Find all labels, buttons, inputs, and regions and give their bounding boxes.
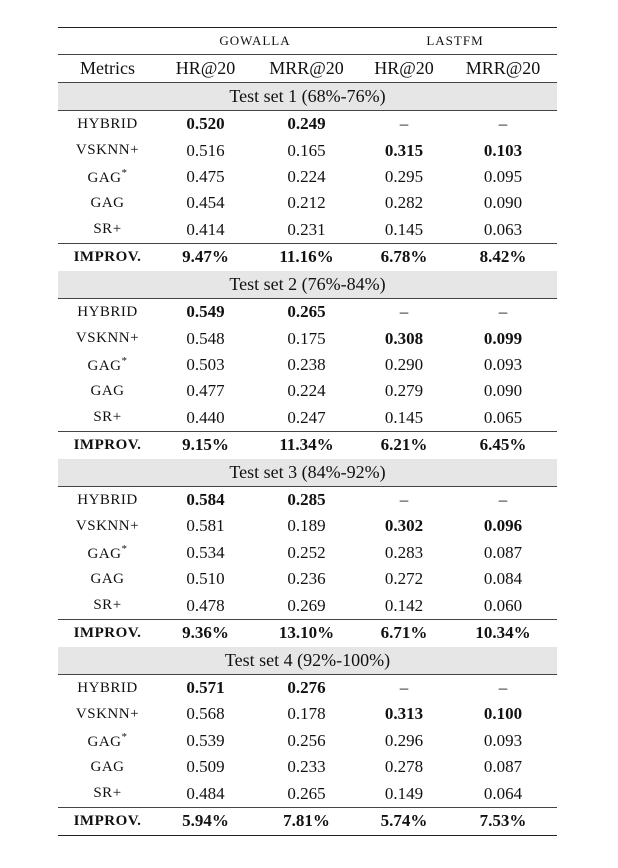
method-label: SR+	[93, 785, 122, 802]
method-name	[58, 383, 157, 400]
method-label: VSKNN+	[75, 517, 140, 534]
dataset-gowalla: GOWALLA	[219, 33, 291, 48]
table-row	[58, 780, 557, 806]
table-row	[58, 675, 557, 701]
value-cell: 0.454	[186, 193, 225, 213]
value-cell: –	[399, 114, 409, 134]
value-cell: 0.272	[384, 569, 424, 589]
improv-value: 6.21%	[380, 435, 428, 455]
method-label: GAG	[90, 194, 125, 211]
value-cell: –	[399, 490, 409, 510]
value-cell: 0.145	[384, 219, 424, 239]
method-label: VSKNN+	[75, 330, 140, 347]
value-cell: 0.175	[287, 328, 326, 348]
value-cell: 0.478	[186, 595, 225, 615]
value-cell: 0.265	[287, 302, 326, 322]
value-cell: 0.212	[287, 193, 326, 213]
table-row	[58, 164, 557, 190]
value-cell: 0.149	[384, 783, 424, 803]
improv-value: 9.15%	[182, 435, 229, 455]
method-name	[58, 304, 157, 321]
value-cell: 0.233	[287, 757, 326, 777]
value-cell: 0.475	[186, 166, 225, 186]
value-cell: 0.090	[483, 381, 523, 401]
value-cell: 0.252	[287, 542, 326, 562]
method-label: GAG	[87, 545, 122, 562]
value-cell: 0.282	[384, 193, 424, 213]
value-cell: 0.103	[483, 140, 523, 160]
table-row	[58, 352, 557, 378]
improv-value: 7.81%	[283, 811, 330, 831]
col-gowalla-hr: HR@20	[175, 58, 236, 78]
table-row	[58, 566, 557, 592]
value-cell: –	[498, 302, 508, 322]
method-star-mark: *	[121, 542, 128, 555]
value-cell: 0.440	[186, 407, 225, 427]
col-gowalla-mrr: MRR@20	[269, 58, 344, 78]
table-row	[58, 754, 557, 780]
value-cell: 0.568	[186, 704, 225, 724]
method-name	[58, 571, 157, 588]
value-cell: 0.581	[186, 516, 225, 536]
method-name	[58, 706, 157, 723]
value-cell: 0.285	[287, 490, 326, 510]
value-cell: 0.100	[483, 704, 523, 724]
method-name	[58, 785, 157, 802]
value-cell: 0.283	[384, 542, 424, 562]
improvement-row	[58, 431, 557, 459]
method-label: SR+	[93, 221, 122, 238]
value-cell: 0.302	[384, 516, 424, 536]
method-name	[58, 330, 157, 347]
value-cell: –	[498, 490, 508, 510]
improv-value: 9.36%	[182, 623, 229, 643]
method-name	[58, 355, 157, 375]
improv-value: 5.74%	[380, 811, 428, 831]
improv-value: 13.10%	[278, 623, 335, 643]
column-header-row	[58, 54, 557, 83]
improv-value: 6.71%	[380, 623, 428, 643]
value-cell: 0.265	[287, 783, 326, 803]
value-cell: 0.060	[483, 595, 523, 615]
table-row	[58, 592, 557, 618]
method-name	[58, 167, 157, 187]
col-lastfm-mrr: MRR@20	[465, 58, 541, 78]
table-row	[58, 111, 557, 137]
improv-label: IMPROV.	[73, 812, 142, 829]
improv-label: IMPROV.	[73, 436, 142, 453]
method-label: VSKNN+	[75, 705, 140, 722]
method-name	[58, 518, 157, 535]
value-cell: 0.278	[384, 757, 424, 777]
value-cell: 0.534	[186, 542, 225, 562]
table-row	[58, 540, 557, 566]
value-cell: –	[498, 678, 508, 698]
table-row	[58, 325, 557, 351]
dataset-header-row	[58, 27, 557, 54]
value-cell: 0.084	[483, 569, 523, 589]
value-cell: 0.065	[483, 407, 523, 427]
improv-value: 9.47%	[182, 247, 229, 267]
method-name	[58, 116, 157, 133]
method-name	[58, 142, 157, 159]
method-label: GAG	[87, 357, 122, 374]
value-cell: 0.571	[186, 678, 225, 698]
method-label: GAG	[87, 169, 122, 186]
value-cell: 0.503	[186, 354, 225, 374]
improv-value: 6.78%	[380, 247, 428, 267]
value-cell: 0.516	[186, 140, 225, 160]
method-label: GAG	[90, 382, 125, 399]
method-label: GAG	[87, 733, 122, 750]
dataset-lastfm: LASTFM	[426, 33, 484, 48]
value-cell: 0.484	[186, 783, 225, 803]
method-label: SR+	[93, 597, 122, 614]
improv-value: 10.34%	[475, 623, 531, 643]
value-cell: 0.256	[287, 730, 326, 750]
method-star-mark: *	[121, 166, 128, 179]
table-row	[58, 137, 557, 163]
value-cell: 0.296	[384, 730, 424, 750]
value-cell: 0.313	[384, 704, 424, 724]
value-cell: 0.509	[186, 757, 225, 777]
value-cell: 0.145	[384, 407, 424, 427]
value-cell: 0.224	[287, 381, 326, 401]
value-cell: 0.236	[287, 569, 326, 589]
value-cell: 0.178	[287, 704, 326, 724]
value-cell: 0.520	[186, 114, 225, 134]
value-cell: 0.224	[287, 166, 326, 186]
improv-value: 8.42%	[479, 247, 527, 267]
method-name	[58, 221, 157, 238]
table-row	[58, 728, 557, 754]
method-name	[58, 680, 157, 697]
table-row	[58, 217, 557, 243]
method-label: GAG	[90, 570, 125, 587]
value-cell: 0.087	[483, 542, 523, 562]
improv-value: 11.16%	[279, 247, 334, 267]
value-cell: 0.063	[483, 219, 523, 239]
value-cell: 0.231	[287, 219, 326, 239]
col-metrics: Metrics	[80, 58, 135, 78]
table-row	[58, 701, 557, 727]
value-cell: 0.510	[186, 569, 225, 589]
method-label: HYBRID	[77, 679, 138, 696]
method-label: HYBRID	[77, 115, 138, 132]
table-row	[58, 405, 557, 431]
method-label: VSKNN+	[75, 142, 140, 159]
improv-label: IMPROV.	[73, 624, 142, 641]
results-table	[58, 27, 557, 836]
value-cell: 0.539	[186, 730, 225, 750]
value-cell: –	[399, 678, 409, 698]
section-title: Test set 2 (76%-84%)	[58, 271, 557, 299]
value-cell: 0.249	[287, 114, 326, 134]
section-title: Test set 4 (92%-100%)	[58, 647, 557, 675]
value-cell: –	[498, 114, 508, 134]
value-cell: 0.189	[287, 516, 326, 536]
value-cell: 0.093	[483, 730, 523, 750]
improv-value: 11.34%	[279, 435, 334, 455]
section-title: Test set 3 (84%-92%)	[58, 459, 557, 487]
col-lastfm-hr: HR@20	[374, 58, 434, 78]
method-name	[58, 492, 157, 509]
value-cell: 0.549	[186, 302, 225, 322]
value-cell: 0.238	[287, 354, 326, 374]
table-row	[58, 299, 557, 325]
value-cell: 0.247	[287, 407, 326, 427]
value-cell: 0.477	[186, 381, 225, 401]
improvement-row	[58, 807, 557, 836]
improv-label: IMPROV.	[73, 248, 142, 265]
table-row	[58, 513, 557, 539]
improv-value: 7.53%	[479, 811, 527, 831]
table-row	[58, 190, 557, 216]
value-cell: 0.142	[384, 595, 424, 615]
section-title: Test set 1 (68%-76%)	[58, 83, 557, 111]
value-cell: 0.308	[384, 328, 424, 348]
value-cell: –	[399, 302, 409, 322]
method-star-mark: *	[121, 354, 128, 367]
value-cell: 0.093	[483, 354, 523, 374]
value-cell: 0.064	[483, 783, 523, 803]
value-cell: 0.315	[384, 140, 424, 160]
method-star-mark: *	[121, 730, 128, 743]
value-cell: 0.414	[186, 219, 225, 239]
table-row	[58, 378, 557, 404]
method-name	[58, 543, 157, 563]
value-cell: 0.276	[287, 678, 326, 698]
method-name	[58, 731, 157, 751]
value-cell: 0.584	[186, 490, 225, 510]
method-label: HYBRID	[77, 303, 138, 320]
value-cell: 0.095	[483, 166, 523, 186]
value-cell: 0.090	[483, 193, 523, 213]
method-label: SR+	[93, 409, 122, 426]
value-cell: 0.548	[186, 328, 225, 348]
value-cell: 0.269	[287, 595, 326, 615]
method-name	[58, 597, 157, 614]
value-cell: 0.087	[483, 757, 523, 777]
method-label: GAG	[90, 758, 125, 775]
value-cell: 0.165	[287, 140, 326, 160]
improvement-row	[58, 243, 557, 271]
table-row	[58, 487, 557, 513]
value-cell: 0.096	[483, 516, 523, 536]
table-body	[58, 83, 557, 836]
method-name	[58, 759, 157, 776]
improvement-row	[58, 619, 557, 647]
value-cell: 0.279	[384, 381, 424, 401]
method-name	[58, 409, 157, 426]
value-cell: 0.099	[483, 328, 523, 348]
value-cell: 0.295	[384, 166, 424, 186]
improv-value: 5.94%	[182, 811, 229, 831]
method-name	[58, 195, 157, 212]
method-label: HYBRID	[77, 491, 138, 508]
value-cell: 0.290	[384, 354, 424, 374]
improv-value: 6.45%	[479, 435, 527, 455]
